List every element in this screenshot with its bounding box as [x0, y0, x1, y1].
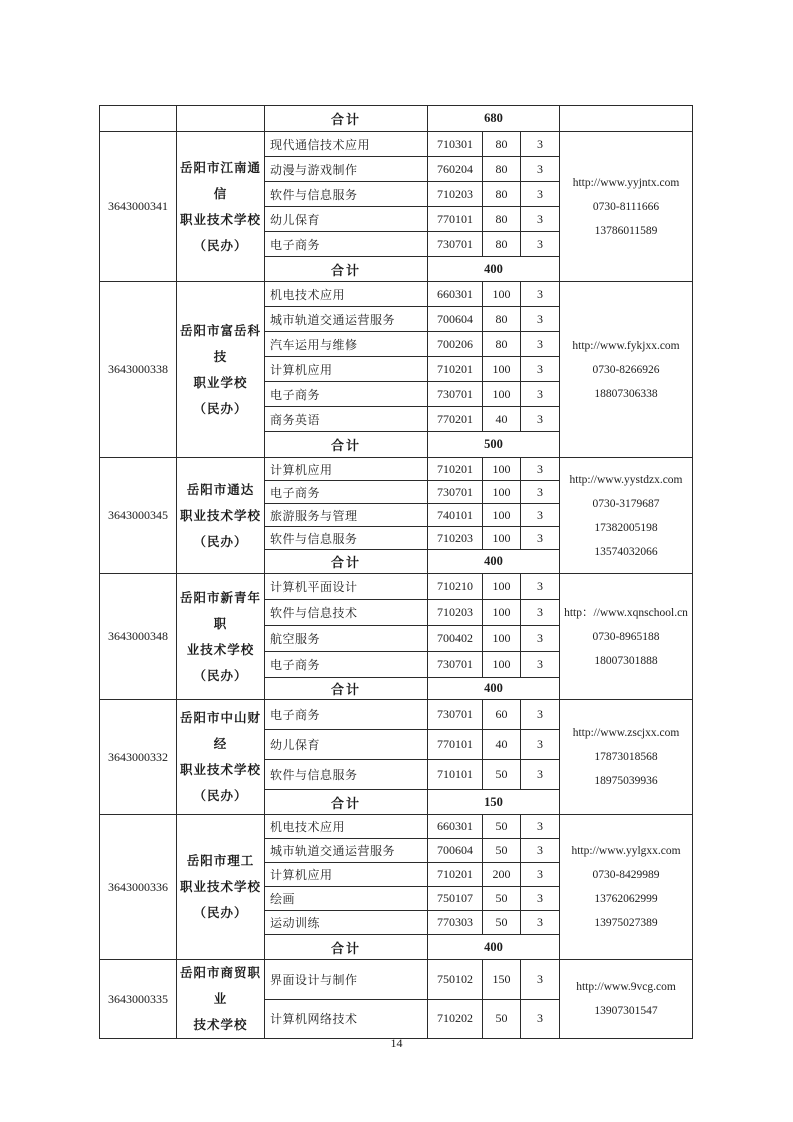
enrollment-count-cell: 80: [483, 157, 521, 182]
school-code-cell: 3643000345: [100, 458, 177, 574]
school-name-line: 职业技术学校: [179, 212, 261, 227]
school-name-line: 岳阳市通达: [186, 482, 255, 497]
major-name-cell: 计算机应用: [265, 458, 428, 481]
enrollment-count-cell: 40: [483, 730, 521, 760]
duration-cell: 3: [521, 332, 560, 357]
major-code-cell: 750107: [428, 887, 483, 911]
major-name-cell: 机电技术应用: [265, 282, 428, 307]
school-name-line: 业技术学校: [186, 642, 255, 657]
major-name-cell: 商务英语: [265, 407, 428, 432]
major-name-cell: 汽车运用与维修: [265, 332, 428, 357]
enrollment-count-cell: 100: [483, 527, 521, 550]
enrollment-count-cell: 50: [483, 839, 521, 863]
duration-cell: 3: [521, 232, 560, 257]
school-name-cell: [177, 574, 265, 700]
contact-cell: [560, 282, 693, 458]
duration-cell: 3: [521, 357, 560, 382]
major-code-cell: 710203: [428, 182, 483, 207]
enrollment-count-cell: 50: [483, 911, 521, 935]
contact-cell: [560, 815, 693, 960]
major-code-cell: 730701: [428, 232, 483, 257]
major-name-cell: 运动训练: [265, 911, 428, 935]
major-code-cell: 710210: [428, 574, 483, 600]
total-value-cell: 150: [428, 790, 560, 815]
major-code-cell: 710203: [428, 527, 483, 550]
contact-line: 0730-8111666: [592, 200, 660, 213]
enrollment-count-cell: 100: [483, 357, 521, 382]
school-name-cell: [177, 106, 265, 132]
major-code-cell: 700604: [428, 839, 483, 863]
contact-line: 18807306338: [594, 387, 658, 400]
table-row: [100, 960, 693, 1000]
duration-cell: 3: [521, 382, 560, 407]
total-label-cell: 合计: [265, 678, 428, 700]
contact-line: 0730-8965188: [592, 630, 660, 643]
enrollment-count-cell: 100: [483, 481, 521, 504]
duration-cell: 3: [521, 887, 560, 911]
contact-line: http://www.9vcg.com: [576, 981, 676, 993]
major-name-cell: 绘画: [265, 887, 428, 911]
major-name-cell: 计算机网络技术: [265, 999, 428, 1039]
contact-cell: [560, 574, 693, 700]
contact-line: http://www.zscjxx.com: [572, 727, 680, 739]
enrollment-count-cell: 200: [483, 863, 521, 887]
contact-line: http://www.fykjxx.com: [572, 339, 680, 352]
major-code-cell: 660301: [428, 815, 483, 839]
major-code-cell: 740101: [428, 504, 483, 527]
school-name-line: 职业技术学校: [179, 508, 261, 523]
major-code-cell: 760204: [428, 157, 483, 182]
total-value-cell: 680: [428, 106, 560, 132]
major-name-cell: 软件与信息服务: [265, 182, 428, 207]
enrollment-count-cell: 100: [483, 458, 521, 481]
school-name-line: 岳阳市新青年职: [179, 590, 261, 631]
major-code-cell: 710202: [428, 999, 483, 1039]
major-name-cell: 界面设计与制作: [265, 960, 428, 1000]
school-code-cell: 3643000348: [100, 574, 177, 700]
duration-cell: 3: [521, 700, 560, 730]
major-name-cell: 城市轨道交通运营服务: [265, 307, 428, 332]
major-code-cell: 710301: [428, 132, 483, 157]
major-code-cell: 710201: [428, 863, 483, 887]
school-name-line: 职业学校: [193, 375, 248, 390]
enrollment-count-cell: 80: [483, 307, 521, 332]
duration-cell: 3: [521, 481, 560, 504]
major-code-cell: 700402: [428, 626, 483, 652]
school-name-line: （民办）: [193, 534, 248, 549]
enrollment-count-cell: 100: [483, 600, 521, 626]
contact-line: 18007301888: [594, 654, 658, 667]
contact-line: 18975039936: [594, 775, 658, 787]
major-name-cell: 旅游服务与管理: [265, 504, 428, 527]
major-code-cell: 730701: [428, 652, 483, 678]
total-value-cell: 500: [428, 432, 560, 458]
duration-cell: 3: [521, 307, 560, 332]
contact-line: http://www.yystdzx.com: [569, 473, 683, 486]
school-code-cell: 3643000335: [100, 960, 177, 1039]
enrollment-count-cell: 100: [483, 282, 521, 307]
total-label-cell: 合计: [265, 790, 428, 815]
table-row: [100, 458, 693, 481]
total-label-cell: 合计: [265, 106, 428, 132]
contact-line: 17873018568: [594, 751, 658, 763]
duration-cell: 3: [521, 815, 560, 839]
major-name-cell: 电子商务: [265, 232, 428, 257]
duration-cell: 3: [521, 574, 560, 600]
school-name-cell: [177, 458, 265, 574]
duration-cell: 3: [521, 960, 560, 1000]
enrollment-count-cell: 100: [483, 504, 521, 527]
duration-cell: 3: [521, 999, 560, 1039]
contact-line: 0730-8266926: [592, 363, 660, 376]
table-row: [100, 700, 693, 730]
duration-cell: 3: [521, 839, 560, 863]
enrollment-count-cell: 100: [483, 652, 521, 678]
enrollment-count-cell: 80: [483, 332, 521, 357]
major-code-cell: 660301: [428, 282, 483, 307]
major-name-cell: 动漫与游戏制作: [265, 157, 428, 182]
school-name-line: （民办）: [193, 789, 248, 803]
major-code-cell: 730701: [428, 700, 483, 730]
carryover-total-row: [100, 106, 693, 132]
contact-cell: [560, 700, 693, 815]
enrollment-count-cell: 150: [483, 960, 521, 1000]
duration-cell: 3: [521, 132, 560, 157]
enrollment-count-cell: 100: [483, 626, 521, 652]
school-name-line: （民办）: [193, 401, 248, 416]
table-row: [100, 574, 693, 600]
total-value-cell: 400: [428, 550, 560, 574]
duration-cell: 3: [521, 600, 560, 626]
major-code-cell: 730701: [428, 382, 483, 407]
major-name-cell: 软件与信息服务: [265, 527, 428, 550]
enrollment-count-cell: 80: [483, 232, 521, 257]
contact-line: 13574032066: [594, 545, 658, 558]
school-name-line: 岳阳市江南通信: [179, 160, 261, 201]
major-code-cell: 700206: [428, 332, 483, 357]
school-name-cell: [177, 815, 265, 960]
duration-cell: 3: [521, 652, 560, 678]
enrollment-count-cell: 50: [483, 887, 521, 911]
enrollment-table: [99, 105, 693, 1039]
school-code-cell: 3643000336: [100, 815, 177, 960]
school-name-cell: [177, 282, 265, 458]
enrollment-count-cell: 80: [483, 207, 521, 232]
enrollment-count-cell: 100: [483, 574, 521, 600]
school-name-line: （民办）: [193, 906, 248, 920]
major-name-cell: 电子商务: [265, 652, 428, 678]
school-name-line: 岳阳市理工: [186, 854, 255, 868]
duration-cell: 3: [521, 527, 560, 550]
school-name-line: （民办）: [193, 668, 248, 683]
duration-cell: 3: [521, 504, 560, 527]
enrollment-count-cell: 50: [483, 815, 521, 839]
major-name-cell: 幼儿保育: [265, 730, 428, 760]
contact-line: 13975027389: [594, 917, 658, 929]
total-label-cell: 合计: [265, 432, 428, 458]
major-name-cell: 软件与信息技术: [265, 600, 428, 626]
major-name-cell: 机电技术应用: [265, 815, 428, 839]
major-code-cell: 710201: [428, 357, 483, 382]
contact-cell: [560, 106, 693, 132]
school-name-line: （民办）: [193, 238, 248, 253]
major-name-cell: 现代通信技术应用: [265, 132, 428, 157]
enrollment-count-cell: 80: [483, 182, 521, 207]
duration-cell: 3: [521, 282, 560, 307]
total-value-cell: 400: [428, 257, 560, 282]
contact-line: http://www.yyjntx.com: [572, 176, 680, 189]
school-name-line: 岳阳市中山财经: [179, 711, 261, 751]
major-name-cell: 计算机应用: [265, 357, 428, 382]
total-value-cell: 400: [428, 935, 560, 960]
duration-cell: 3: [521, 730, 560, 760]
major-name-cell: 计算机应用: [265, 863, 428, 887]
contact-line: 0730-8429989: [592, 869, 660, 881]
total-value-cell: 400: [428, 678, 560, 700]
contact-line: 13786011589: [594, 224, 658, 237]
major-name-cell: 幼儿保育: [265, 207, 428, 232]
contact-cell: [560, 132, 693, 282]
school-name-cell: [177, 960, 265, 1039]
major-code-cell: 770303: [428, 911, 483, 935]
major-name-cell: 航空服务: [265, 626, 428, 652]
contact-cell: [560, 960, 693, 1039]
duration-cell: 3: [521, 863, 560, 887]
enrollment-count-cell: 50: [483, 760, 521, 790]
contact-line: 17382005198: [594, 521, 658, 534]
enrollment-count-cell: 60: [483, 700, 521, 730]
major-code-cell: 730701: [428, 481, 483, 504]
major-name-cell: 电子商务: [265, 700, 428, 730]
duration-cell: 3: [521, 911, 560, 935]
major-code-cell: 710203: [428, 600, 483, 626]
total-label-cell: 合计: [265, 257, 428, 282]
enrollment-count-cell: 80: [483, 132, 521, 157]
school-name-cell: [177, 132, 265, 282]
duration-cell: 3: [521, 407, 560, 432]
total-label-cell: 合计: [265, 935, 428, 960]
contact-cell: [560, 458, 693, 574]
major-code-cell: 700604: [428, 307, 483, 332]
duration-cell: 3: [521, 207, 560, 232]
table-row: [100, 815, 693, 839]
enrollment-count-cell: 40: [483, 407, 521, 432]
table-row: [100, 282, 693, 307]
major-name-cell: 电子商务: [265, 481, 428, 504]
major-code-cell: 770101: [428, 730, 483, 760]
school-code-cell: 3643000338: [100, 282, 177, 458]
major-code-cell: 770201: [428, 407, 483, 432]
school-name-line: 岳阳市商贸职业: [179, 966, 261, 1006]
contact-line: http：//www.xqnschool.cn: [564, 606, 688, 619]
major-name-cell: 软件与信息服务: [265, 760, 428, 790]
school-name-line: 岳阳市富岳科技: [179, 323, 261, 364]
contact-line: 0730-3179687: [592, 497, 660, 510]
school-name-line: 职业技术学校: [179, 880, 261, 894]
duration-cell: 3: [521, 458, 560, 481]
major-code-cell: 710101: [428, 760, 483, 790]
major-name-cell: 城市轨道交通运营服务: [265, 839, 428, 863]
school-code-cell: 3643000332: [100, 700, 177, 815]
table-row: [100, 132, 693, 157]
school-name-line: 技术学校: [193, 1018, 248, 1032]
contact-line: http://www.yylgxx.com: [571, 845, 681, 857]
school-code-cell: 3643000341: [100, 132, 177, 282]
major-code-cell: 770101: [428, 207, 483, 232]
total-label-cell: 合计: [265, 550, 428, 574]
enrollment-count-cell: 100: [483, 382, 521, 407]
major-name-cell: 计算机平面设计: [265, 574, 428, 600]
major-code-cell: 710201: [428, 458, 483, 481]
school-name-cell: [177, 700, 265, 815]
duration-cell: 3: [521, 157, 560, 182]
duration-cell: 3: [521, 626, 560, 652]
major-name-cell: 电子商务: [265, 382, 428, 407]
enrollment-count-cell: 50: [483, 999, 521, 1039]
page-number: 14: [390, 1036, 403, 1050]
duration-cell: 3: [521, 182, 560, 207]
major-code-cell: 750102: [428, 960, 483, 1000]
contact-line: 13762062999: [594, 893, 658, 905]
school-name-line: 职业技术学校: [179, 763, 261, 777]
contact-line: 13907301547: [594, 1005, 658, 1017]
school-code-cell: [100, 106, 177, 132]
duration-cell: 3: [521, 760, 560, 790]
